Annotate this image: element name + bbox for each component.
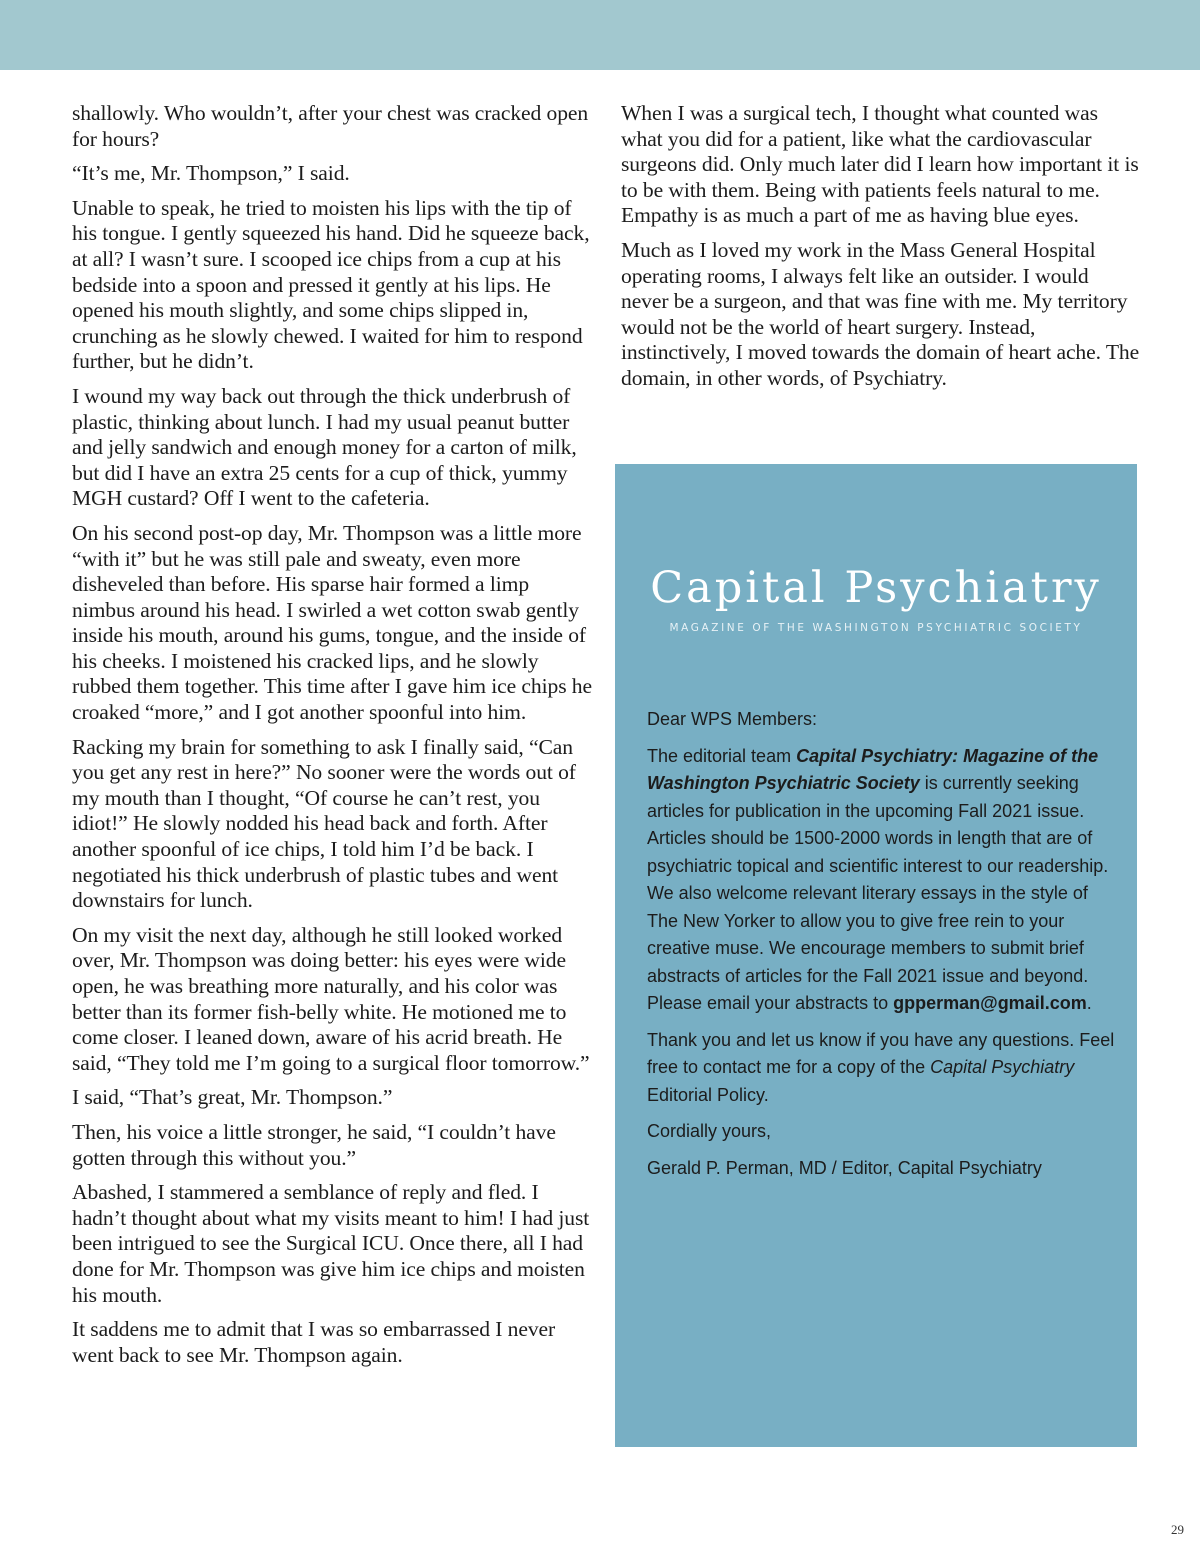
- article-paragraph: It saddens me to admit that I was so embarrassed I never went back to see Mr. Thompson again.: [72, 1317, 556, 1367]
- right-article-column: [621, 101, 1141, 401]
- article-paragraph: I said, “That’s great, Mr. Thompson.”: [72, 1085, 393, 1110]
- letter-paragraph-2: [647, 1027, 1117, 1110]
- letter-text: .: [1086, 993, 1092, 1013]
- masthead-title: Capital Psychiatry: [650, 563, 1102, 613]
- article-paragraph: On my visit the next day, although he still looked worked over, Mr. Thompson was doing better: his eyes were wide open, he was breathing more naturally, and his color was better than its former fish-belly white. He motioned me to come closer. I leaned down, aware of his acrid breath. He said, “They told me I’m going to a surgical floor tomorrow.”: [72, 922, 590, 1075]
- left-article-column: [72, 101, 592, 1377]
- article-paragraph: Much as I loved my work in the Mass General Hospital operating rooms, I always felt like an outsider. I would never be a surgeon, and that was fine with me. My territory would not be the world of heart surgery. Instead, instinctively, I moved towards the domain of heart ache. The domain, in other words, of Psychiatry.: [621, 237, 1140, 390]
- letter-text: Thank you and let us know if you have any questions. Feel free to contact me for a copy of the: [647, 1029, 1115, 1077]
- article-paragraph: When I was a surgical tech, I thought what counted was what you did for a patient, like what the cardiovascular surgeons did. Only much later did I learn how important it is to be with them. Being with patients feels natural to me. Empathy is as much a part of me as having blue eyes.: [621, 101, 1139, 228]
- article-paragraph: I wound my way back out through the thick underbrush of plastic, thinking about lunch. I had my usual peanut butter and jelly sandwich and enough money for a carton of milk, but did I have an extra 25 cents for a cup of thick, yummy MGH custard? Off I went to the cafeteria.: [72, 383, 577, 511]
- call-for-articles-sidebar: [615, 464, 1137, 1447]
- letter-signature: Gerald P. Perman, MD / Editor, Capital Psychiatry: [647, 1157, 1042, 1178]
- magazine-name-italic: Capital Psychiatry: [930, 1057, 1075, 1077]
- letter-text: is currently seeking articles for publication in the upcoming Fall 2021 issue. Articles should be 1500-2000 words in length that are of psychiatric topical and scientific interest to our readership. We also welcome relevant literary essays in the style of The New Yorker to allow you to give free rein to your creative muse. We encourage members to submit brief abstracts of articles for the Fall 2021 issue and beyond. Please email your abstracts to: [647, 773, 1109, 1013]
- masthead-subtitle: MAGAZINE OF THE WASHINGTON PSYCHIATRIC SOCIETY: [669, 622, 1083, 634]
- letter-paragraph-1: [647, 743, 1117, 1018]
- article-paragraph: Racking my brain for something to ask I finally said, “Can you get any rest in here?” No sooner were the words out of my mouth than I thought, “Of course he can’t rest, you idiot!” He slowly nodded his head back and forth. After another spoonful of ice chips, I told him I’d be back. I negotiated his thick underbrush of plastic tubes and went downstairs for lunch.: [72, 734, 576, 913]
- article-paragraph: shallowly. Who wouldn’t, after your chest was cracked open for hours?: [72, 101, 589, 151]
- article-paragraph: On his second post-op day, Mr. Thompson was a little more “with it” but he was still pale and sweaty, even more disheveled than before. His sparse hair formed a limp nimbus around his head. I swirled a wet cotton swab gently inside his mouth, around his gums, tongue, and the inside of his cheeks. I moistened his cracked lips, and he slowly rubbed them together. This time after I gave him ice chips he croaked “more,” and I got another spoonful into him.: [72, 520, 592, 725]
- editor-letter: [647, 706, 1117, 1191]
- email-link[interactable]: gpperman@gmail.com: [893, 993, 1087, 1013]
- article-paragraph: “It’s me, Mr. Thompson,” I said.: [72, 161, 350, 186]
- article-paragraph: Then, his voice a little stronger, he said, “I couldn’t have gotten through this without you.”: [72, 1119, 556, 1170]
- article-paragraph: Abashed, I stammered a semblance of reply and fled. I hadn’t thought about what my visits meant to him! I had just been intrigued to see the Surgical ICU. Once there, all I had done for Mr. Thompson was give him ice chips and moisten his mouth.: [72, 1180, 590, 1307]
- magazine-name: Capital Psychiatry: Magazine of the Washington Psychiatric Society: [647, 745, 1099, 793]
- article-paragraph: Unable to speak, he tried to moisten his lips with the tip of his tongue. I gently squeezed his hand. Did he squeeze back, at all? I wasn’t sure. I scooped ice chips from a cup at his bedside into a spoon and pressed it gently at his lips. He opened his mouth slightly, and some chips slipped in, crunching as he slowly chewed. I waited for him to respond further, but he didn’t.: [72, 195, 590, 374]
- page-number: 29: [1171, 1522, 1184, 1537]
- letter-closing: Cordially yours,: [647, 1121, 772, 1141]
- top-color-band: [0, 0, 1200, 70]
- letter-text: Editorial Policy.: [647, 1084, 769, 1105]
- letter-salutation: Dear WPS Members:: [647, 709, 818, 729]
- letter-text: The editorial team: [647, 745, 797, 766]
